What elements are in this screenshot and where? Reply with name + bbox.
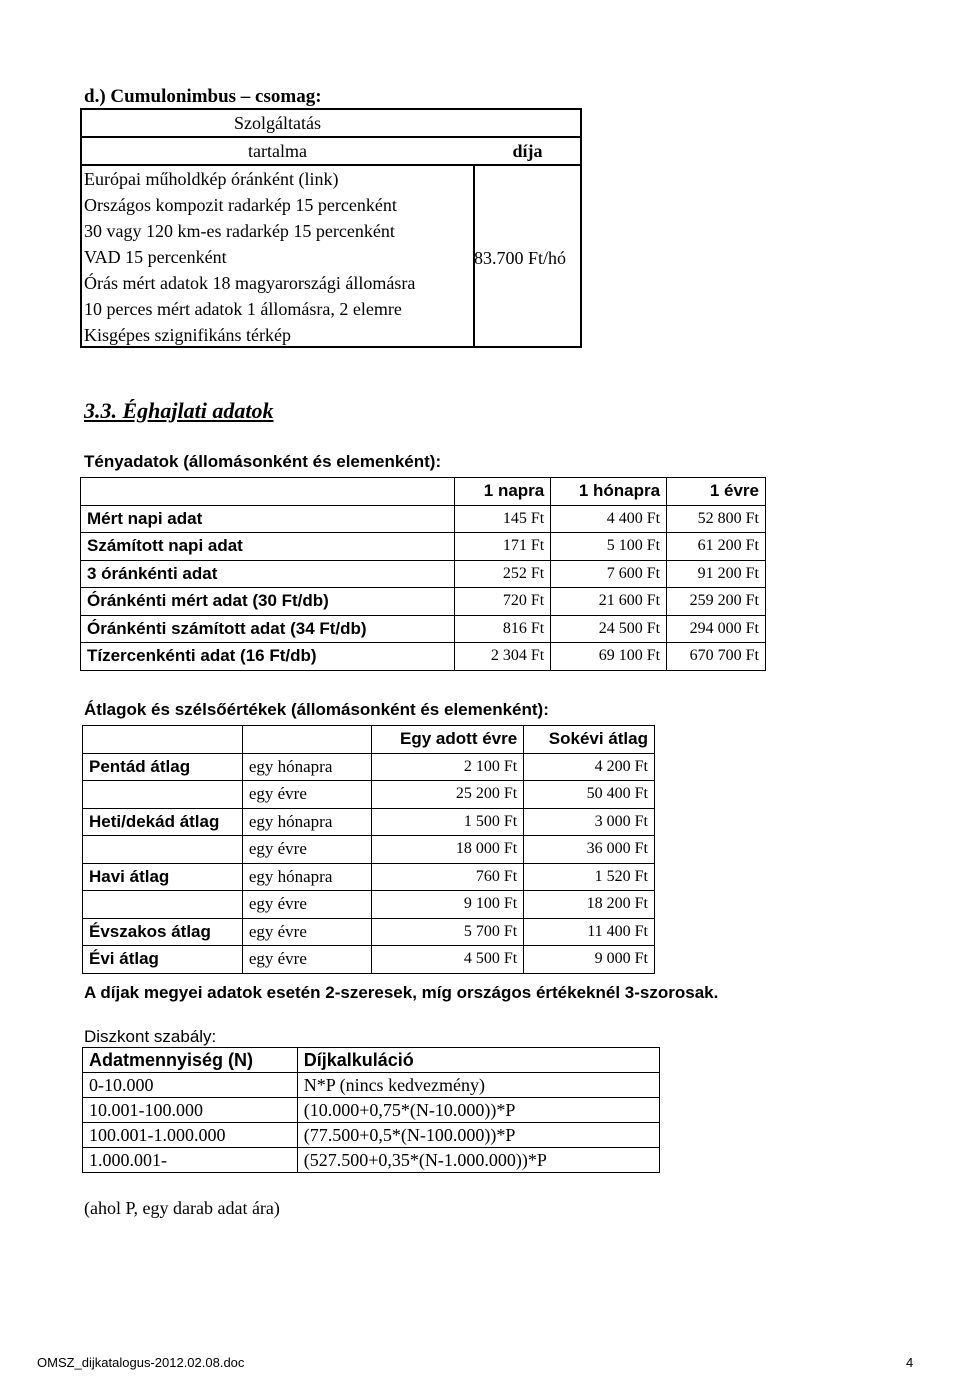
table-row [81, 615, 766, 643]
row-label: Tízercenkénti adat (16 Ft/db) [81, 643, 455, 671]
cumulonimbus-table [80, 108, 582, 348]
row-label: Óránkénti számított adat (34 Ft/db) [81, 615, 455, 643]
table-cell: 0-10.000 [83, 1073, 298, 1098]
table-cell: N*P (nincs kedvezmény) [297, 1073, 659, 1098]
table-cell: 24 500 Ft [551, 615, 667, 643]
period-cell: egy hónapra [242, 808, 372, 836]
table-rule [82, 164, 580, 166]
section-heading: 3.3. Éghajlati adatok [84, 398, 274, 423]
column-header: 1 évre [667, 478, 766, 506]
service-item: 30 vagy 120 km-es radarkép 15 percenként [84, 221, 395, 241]
table-rule [82, 136, 580, 138]
period-cell: egy évre [242, 781, 372, 809]
table-cell: 50 400 Ft [524, 781, 655, 809]
table-row [83, 781, 655, 809]
discount-caption: Diszkont szabály: [84, 1027, 217, 1046]
column-header: Egy adott évre [372, 726, 524, 754]
table-row [81, 643, 766, 671]
row-label: Havi átlag [83, 863, 243, 891]
period-cell: egy évre [242, 918, 372, 946]
table-cell: 18 200 Ft [524, 891, 655, 919]
period-cell: egy hónapra [242, 753, 372, 781]
table-cell: 720 Ft [455, 588, 551, 616]
table-cell: 145 Ft [455, 505, 551, 533]
table-header-row [83, 726, 655, 754]
table-row [83, 753, 655, 781]
table-cell: 100.001-1.000.000 [83, 1123, 298, 1148]
table-cell: 9 000 Ft [524, 946, 655, 974]
period-cell: egy évre [242, 891, 372, 919]
actual-data-table [80, 477, 766, 671]
table-cell: 670 700 Ft [667, 643, 766, 671]
row-label [83, 891, 243, 919]
table-cell: 1 500 Ft [372, 808, 524, 836]
table-cell: 1 520 Ft [524, 863, 655, 891]
table-header-row [83, 1048, 660, 1073]
table-row [81, 560, 766, 588]
table-cell [83, 726, 243, 754]
column-header: Sokévi átlag [524, 726, 655, 754]
service-item: Európai műholdkép óránként (link) [84, 169, 339, 189]
column-header: 1 napra [455, 478, 551, 506]
averages-table [82, 725, 655, 974]
table-row [83, 1123, 660, 1148]
price-header: díja [512, 141, 543, 161]
table-row [83, 863, 655, 891]
table-cell: 3 000 Ft [524, 808, 655, 836]
period-cell: egy évre [242, 836, 372, 864]
table-cell: 294 000 Ft [667, 615, 766, 643]
table-cell: 259 200 Ft [667, 588, 766, 616]
row-label [83, 836, 243, 864]
table-header-row [81, 478, 766, 506]
service-item: Órás mért adatok 18 magyarországi állomásra [84, 273, 416, 293]
table-cell: 4 400 Ft [551, 505, 667, 533]
column-header: 1 hónapra [551, 478, 667, 506]
row-label [83, 781, 243, 809]
table-row [81, 533, 766, 561]
actual-data-caption: Tényadatok (állomásonként és elemenként): [84, 452, 442, 471]
table-row [83, 1098, 660, 1123]
service-item: Kisgépes szignifikáns térkép [84, 325, 291, 345]
table-row [83, 1148, 660, 1173]
row-label: Évszakos átlag [83, 918, 243, 946]
table-cell [242, 726, 372, 754]
table-cell: 7 600 Ft [551, 560, 667, 588]
table-row [83, 1073, 660, 1098]
service-subheader: tartalma [248, 141, 307, 161]
service-item: VAD 15 percenként [84, 247, 227, 267]
discount-table [82, 1047, 660, 1173]
multiplier-note: A díjak megyei adatok esetén 2-szeresek, míg országos értékeknél 3-szorosak. [84, 983, 719, 1002]
table-row [81, 588, 766, 616]
table-row [83, 836, 655, 864]
row-label: Mért napi adat [81, 505, 455, 533]
table-cell: 760 Ft [372, 863, 524, 891]
row-label: Számított napi adat [81, 533, 455, 561]
service-item: 10 perces mért adatok 1 állomásra, 2 elemre [84, 299, 402, 319]
package-price: 83.700 Ft/hó [474, 248, 567, 268]
service-header: Szolgáltatás [234, 113, 321, 133]
period-cell: egy hónapra [242, 863, 372, 891]
section-d-heading: d.) Cumulonimbus – csomag: [84, 86, 322, 107]
table-row [83, 918, 655, 946]
table-cell: 69 100 Ft [551, 643, 667, 671]
page-number: 4 [906, 1355, 914, 1370]
row-label: Évi átlag [83, 946, 243, 974]
table-cell: 1.000.001- [83, 1148, 298, 1173]
row-label: Heti/dekád átlag [83, 808, 243, 836]
table-cell: 4 500 Ft [372, 946, 524, 974]
table-cell: 21 600 Ft [551, 588, 667, 616]
table-cell: (10.000+0,75*(N-10.000))*P [297, 1098, 659, 1123]
table-cell: 91 200 Ft [667, 560, 766, 588]
table-cell: (77.500+0,5*(N-100.000))*P [297, 1123, 659, 1148]
table-row [83, 891, 655, 919]
table-cell: 5 100 Ft [551, 533, 667, 561]
period-cell: egy évre [242, 946, 372, 974]
table-cell: 61 200 Ft [667, 533, 766, 561]
table-row [81, 505, 766, 533]
table-cell: 2 304 Ft [455, 643, 551, 671]
row-label: 3 óránkénti adat [81, 560, 455, 588]
table-cell: 11 400 Ft [524, 918, 655, 946]
table-cell: 36 000 Ft [524, 836, 655, 864]
table-cell: 816 Ft [455, 615, 551, 643]
table-cell: 9 100 Ft [372, 891, 524, 919]
column-header: Adatmennyiség (N) [83, 1048, 298, 1073]
footnote: (ahol P, egy darab adat ára) [84, 1198, 280, 1218]
table-cell: 252 Ft [455, 560, 551, 588]
footer-filename: OMSZ_dijkatalogus-2012.02.08.doc [37, 1355, 245, 1370]
table-cell: 18 000 Ft [372, 836, 524, 864]
table-cell: 10.001-100.000 [83, 1098, 298, 1123]
table-cell: 4 200 Ft [524, 753, 655, 781]
averages-caption: Átlagok és szélsőértékek (állomásonként és elemenként): [84, 700, 549, 719]
table-cell: (527.500+0,35*(N-1.000.000))*P [297, 1148, 659, 1173]
table-row [83, 808, 655, 836]
table-cell: 171 Ft [455, 533, 551, 561]
table-cell [81, 478, 455, 506]
table-cell: 25 200 Ft [372, 781, 524, 809]
service-item: Országos kompozit radarkép 15 percenként [84, 195, 397, 215]
column-header: Díjkalkuláció [297, 1048, 659, 1073]
row-label: Óránkénti mért adat (30 Ft/db) [81, 588, 455, 616]
row-label: Pentád átlag [83, 753, 243, 781]
table-cell: 2 100 Ft [372, 753, 524, 781]
table-row [83, 946, 655, 974]
table-cell: 52 800 Ft [667, 505, 766, 533]
table-cell: 5 700 Ft [372, 918, 524, 946]
